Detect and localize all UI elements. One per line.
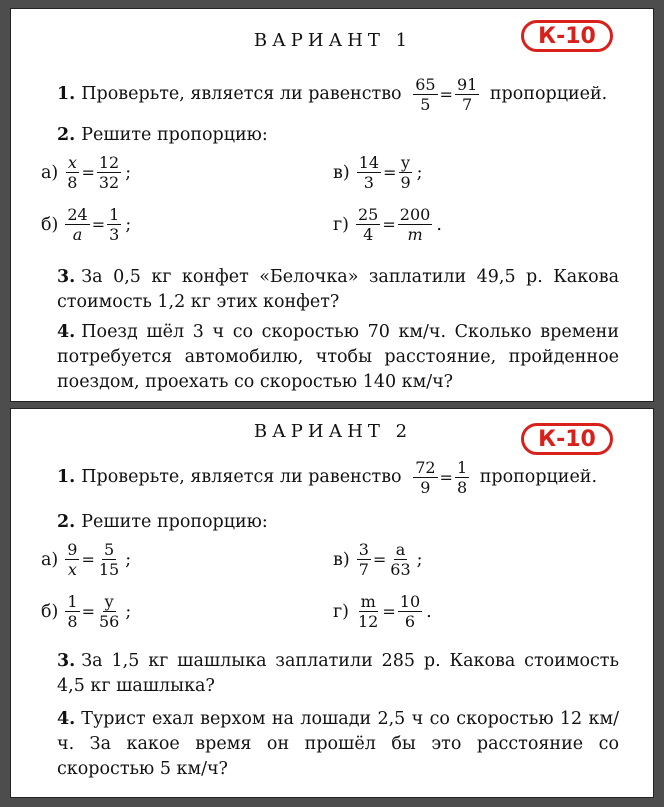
item-label: б) [41, 214, 59, 235]
variant-1-card [10, 8, 654, 402]
task-number: 4. [57, 709, 76, 729]
denominator: 9 [400, 173, 411, 192]
v2-task-4 [57, 707, 619, 782]
equals-sign: = [81, 163, 95, 182]
variant-1-title: ВАРИАНТ 1 [253, 30, 413, 51]
denominator: 12 [358, 612, 379, 631]
numerator: y [401, 153, 411, 172]
denominator: 63 [390, 560, 411, 579]
denominator: 8 [67, 612, 78, 631]
v2-task-1 [57, 458, 597, 497]
fraction-right [398, 153, 412, 192]
item-label: г) [333, 601, 349, 622]
variant-2-title: ВАРИАНТ 2 [253, 421, 413, 442]
numerator: 24 [67, 205, 88, 224]
equals-sign: = [81, 550, 95, 569]
numerator: 1 [109, 205, 120, 224]
numerator: 10 [399, 592, 421, 611]
fraction-right [455, 75, 479, 114]
denominator: 8 [67, 173, 78, 192]
fraction-left [65, 153, 79, 192]
denominator: x [67, 560, 77, 579]
numerator: a [395, 540, 406, 559]
equals-sign: = [372, 550, 387, 569]
fraction-left [413, 458, 437, 497]
task-text: Поезд шёл 3 ч со скоростью 70 км/ч. Сколько времени потребуется автомобилю, чтобы расстояние, пройденное поездом, проехать со скоростью 140 км/ч? [57, 322, 619, 392]
v2-task-2 [57, 510, 268, 535]
denominator: 5 [420, 95, 431, 114]
numerator: 65 [415, 75, 436, 94]
denominator: 9 [420, 478, 431, 497]
v1-task-4 [57, 320, 619, 395]
denominator: 32 [98, 173, 120, 192]
v1-item-g [333, 205, 442, 244]
fraction-left [356, 205, 380, 244]
item-label: в) [333, 549, 350, 570]
v1-task-2 [57, 123, 268, 148]
equals-sign: = [439, 468, 453, 487]
fraction-right [398, 205, 433, 244]
v2-item-a [41, 540, 131, 579]
numerator: 1 [456, 458, 468, 477]
v1-item-b [41, 205, 131, 244]
fraction-right [455, 458, 469, 497]
variant-1-badge: К-10 [521, 20, 613, 52]
numerator: 12 [98, 153, 120, 172]
denominator: 56 [98, 612, 120, 631]
fraction-left [357, 540, 371, 579]
denominator: 7 [358, 560, 369, 579]
equals-sign: = [439, 85, 453, 104]
item-tail: ; [125, 214, 132, 235]
v1-item-v [333, 153, 423, 192]
v2-task-3 [57, 649, 619, 699]
task-text: Проверьте, является ли равенство [81, 467, 402, 487]
item-label: г) [333, 214, 349, 235]
equals-sign: = [383, 163, 397, 182]
item-label: а) [41, 549, 59, 570]
fraction-left [357, 153, 381, 192]
task-text: За 1,5 кг шашлыка заплатили 285 р. Какова стоимость 4,5 кг шашлыка? [57, 651, 619, 696]
task-text: Проверьте, является ли равенство [81, 84, 402, 104]
item-label: б) [41, 601, 59, 622]
denominator: 4 [363, 225, 374, 244]
task-number: 2. [57, 125, 76, 145]
fraction-left [65, 592, 79, 631]
numerator: 3 [358, 540, 369, 559]
v2-item-b [41, 592, 131, 631]
fraction-right [97, 540, 121, 579]
item-tail: ; [416, 162, 423, 183]
v2-item-g [333, 592, 432, 631]
task-number: 1. [57, 84, 76, 104]
item-label: а) [41, 162, 59, 183]
task-text: Решите пропорцию: [81, 125, 268, 145]
v1-task-3 [57, 265, 619, 315]
fraction-right [398, 592, 422, 631]
task-text-after: пропорцией. [489, 84, 608, 104]
fraction-left [65, 540, 79, 579]
denominator: 3 [109, 225, 120, 244]
numerator: y [104, 592, 114, 611]
item-label: в) [333, 162, 350, 183]
numerator: m [360, 592, 376, 611]
denominator: m [407, 225, 423, 244]
task-text: За 0,5 кг конфет «Белочка» заплатили 49,5 р. Какова стоимость 1,2 кг этих конфет? [57, 267, 619, 312]
task-text: Решите пропорцию: [81, 512, 268, 532]
fraction-left [356, 592, 380, 631]
item-tail: ; [416, 549, 423, 570]
denominator: 8 [456, 478, 468, 497]
fraction-right [107, 205, 121, 244]
task-number: 4. [57, 322, 76, 342]
variant-2-card [10, 408, 654, 798]
denominator: 6 [404, 612, 416, 631]
task-number: 3. [57, 267, 76, 287]
denominator: a [72, 225, 83, 244]
denominator: 3 [363, 173, 374, 192]
fraction-right [388, 540, 412, 579]
fraction-left [413, 75, 437, 114]
numerator: x [67, 153, 77, 172]
task-number: 3. [57, 651, 76, 671]
item-tail: . [426, 601, 432, 622]
item-tail: ; [125, 601, 132, 622]
fraction-left [65, 205, 89, 244]
numerator: 5 [103, 540, 115, 559]
v2-item-v [333, 540, 423, 579]
equals-sign: = [91, 215, 106, 234]
equals-sign: = [81, 602, 95, 621]
denominator: 15 [98, 560, 120, 579]
fraction-right [97, 592, 121, 631]
v1-item-a [41, 153, 131, 192]
item-tail: . [436, 214, 442, 235]
denominator: 7 [462, 95, 473, 114]
v1-task-1 [57, 75, 607, 114]
task-number: 1. [57, 467, 76, 487]
task-text: Турист ехал верхом на лошади 2,5 ч со скоростью 12 км/ч. За какое время он прошёл бы это расстояние со скоростью 5 км/ч? [57, 709, 619, 779]
item-tail: ; [125, 162, 132, 183]
item-tail: ; [125, 549, 132, 570]
numerator: 91 [456, 75, 478, 94]
numerator: 14 [358, 153, 380, 172]
equals-sign: = [382, 602, 396, 621]
numerator: 25 [358, 205, 379, 224]
task-text-after: пропорцией. [479, 467, 598, 487]
numerator: 200 [399, 205, 431, 224]
numerator: 72 [415, 458, 436, 477]
variant-2-badge: К-10 [521, 423, 613, 455]
numerator: 1 [67, 592, 78, 611]
task-number: 2. [57, 512, 76, 532]
fraction-right [97, 153, 121, 192]
numerator: 9 [67, 540, 78, 559]
equals-sign: = [382, 215, 396, 234]
